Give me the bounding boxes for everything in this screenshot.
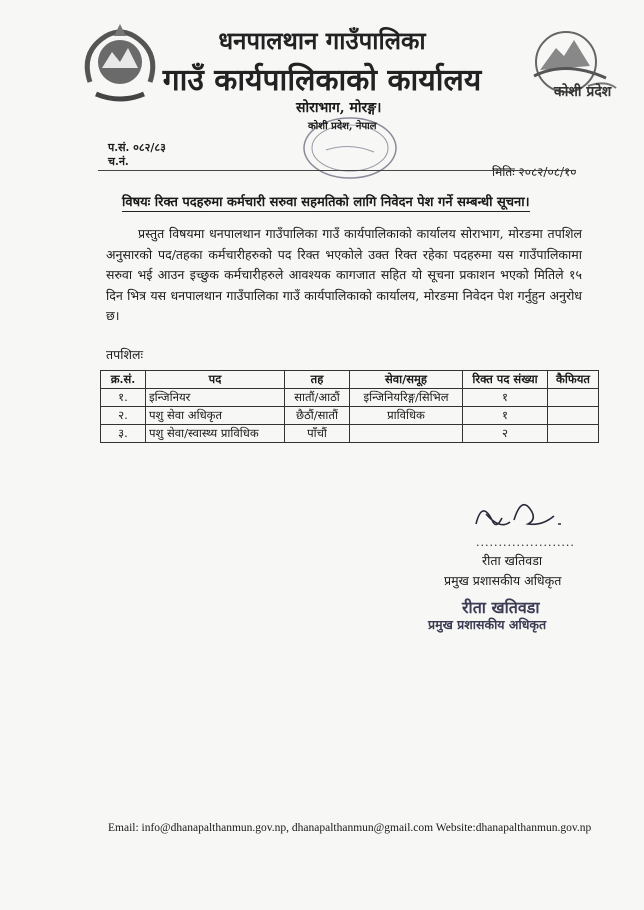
col-header: क्र.सं. <box>101 371 146 389</box>
col-header: तह <box>285 371 350 389</box>
signatory-name: रीता खतिवडा <box>482 553 543 568</box>
office-name: गाउँ कार्यपालिकाको कार्यालय <box>162 63 482 98</box>
col-header: पद <box>146 371 285 389</box>
table-cell: २ <box>463 425 548 443</box>
table-row <box>101 425 599 443</box>
table-cell: १ <box>463 389 548 407</box>
table-cell: प्राविधिक <box>350 407 463 425</box>
footer-contact: Email: info@dhanapalthanmun.gov.np, dhanapalthanmun@gmail.com Website:dhanapalthanmun.gov.np <box>108 822 592 834</box>
tapasil-label: तपशिलः <box>106 347 143 362</box>
province-country: कोशी प्रदेश, नेपाल <box>308 121 377 132</box>
table-row <box>101 389 599 407</box>
table-cell <box>548 389 599 407</box>
patra-sankhya: प.सं. ०८२/८३ <box>108 141 166 154</box>
table-row <box>101 407 599 425</box>
municipality-name: धनपालथान गाउँपालिका <box>218 26 426 55</box>
signature-icon <box>462 490 572 542</box>
office-address: सोराभाग, मोरङ्ग। <box>296 100 382 116</box>
koshi-pradesh-logo-icon <box>526 26 622 112</box>
signature-line: ...................... <box>476 536 575 549</box>
notice-body: प्रस्तुत विषयमा धनपालथान गाउँपालिका गाउँ कार्यपालिकाको कार्यालय सोराभाग, मोरङमा तपशिल अनुसारको पद/तहका कर्मचारीहरुको पद रिक्त भएकोले उक्त रिक्त रहेका पदहरुमा यस गाउँपालिकामा सरुवा भई आउन इच्छुक कर्मचारीहरुले आवश्यक कागजात सहित यो सूचना प्रकाशन भएको मितिले १५ दिन भित्र यस धनपालथान गाउँपालिका गाउँ कार्यपालिकाको कार्यालय, मोरङमा निवेदन पेश गर्नुहुन अनुरोध छ। <box>106 226 582 323</box>
table-cell: पशु सेवा अधिकृत <box>146 407 285 425</box>
col-header: सेवा/समूह <box>350 371 463 389</box>
table-cell: सातौं/आठौं <box>285 389 350 407</box>
table-header-row <box>101 371 599 389</box>
table-cell: छैठौं/सातौं <box>285 407 350 425</box>
table-cell: इन्जिनियर <box>146 389 285 407</box>
stamp-title: प्रमुख प्रशासकीय अधिकृत <box>428 617 547 632</box>
col-header: कैफियत <box>548 371 599 389</box>
table-cell <box>350 425 463 443</box>
table-cell: पाँचौं <box>285 425 350 443</box>
koshi-logo-text: कोशी प्रदेश <box>554 84 612 100</box>
table-cell: इन्जिनियरिङ्ग/सिभिल <box>350 389 463 407</box>
header-divider <box>98 170 576 171</box>
stamp-name: रीता खतिवडा <box>462 598 540 617</box>
table-cell: ३. <box>101 425 146 443</box>
table-cell: पशु सेवा/स्वास्थ्य प्राविधिक <box>146 425 285 443</box>
notice-date: मितिः २०८२/०८/१० <box>492 165 577 179</box>
col-header: रिक्त पद संख्या <box>463 371 548 389</box>
signatory-title: प्रमुख प्रशासकीय अधिकृत <box>444 573 562 588</box>
table-cell <box>548 425 599 443</box>
table-cell: २. <box>101 407 146 425</box>
chalani-number: च.नं. <box>108 155 129 168</box>
table-cell <box>548 407 599 425</box>
vacancy-table <box>100 370 599 443</box>
table-cell: १ <box>463 407 548 425</box>
table-cell: १. <box>101 389 146 407</box>
notice-subject: विषयः रिक्त पदहरुमा कर्मचारी सरुवा सहमतिको लागि निवेदन पेश गर्ने सम्बन्धी सूचना। <box>122 192 530 212</box>
